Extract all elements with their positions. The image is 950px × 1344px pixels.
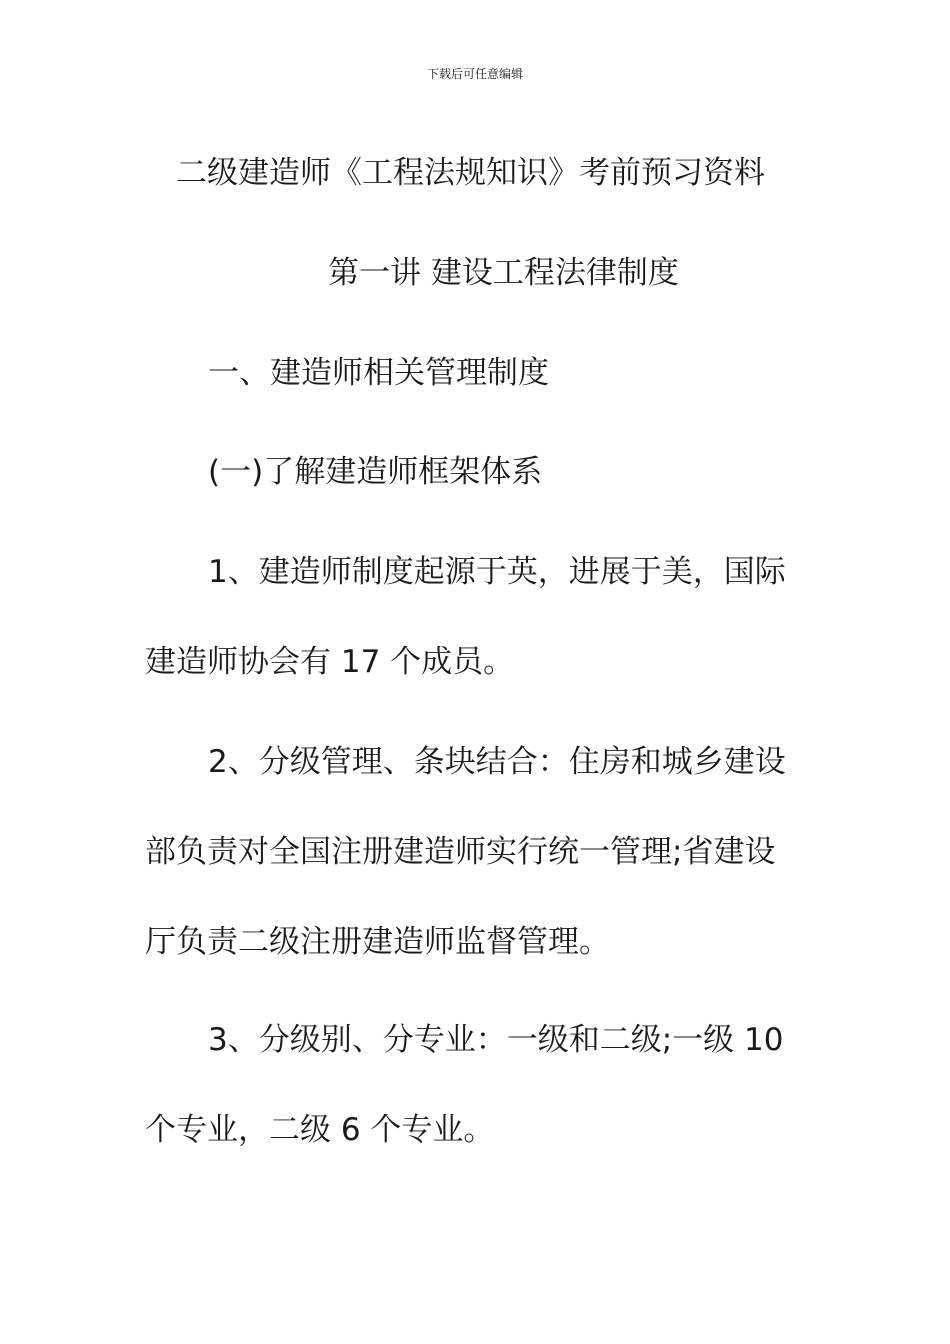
subsection-heading: (一)了解建造师框架体系 [208,454,543,490]
paragraph-2-line-2: 部负责对全国注册建造师实行统一管理;省建设 [145,834,776,870]
paragraph-2-line-1: 2、分级管理、条块结合：住房和城乡建设 [208,744,786,780]
paragraph-1-line-1: 1、建造师制度起源于英，进展于美，国际 [208,554,786,590]
paragraph-3-line-1: 3、分级别、分专业：一级和二级;一级 10 [208,1022,784,1058]
paragraph-2-line-3: 厅负责二级注册建造师监督管理。 [145,924,610,960]
paragraph-3-line-2: 个专业，二级 6 个专业。 [145,1112,495,1148]
lecture-title: 第一讲 建设工程法律制度 [328,255,679,291]
header-note: 下载后可任意编辑 [426,67,523,81]
section-heading: 一、建造师相关管理制度 [208,355,549,391]
paragraph-1-line-2: 建造师协会有 17 个成员。 [145,644,515,680]
document-title: 二级建造师《工程法规知识》考前预习资料 [176,155,765,191]
